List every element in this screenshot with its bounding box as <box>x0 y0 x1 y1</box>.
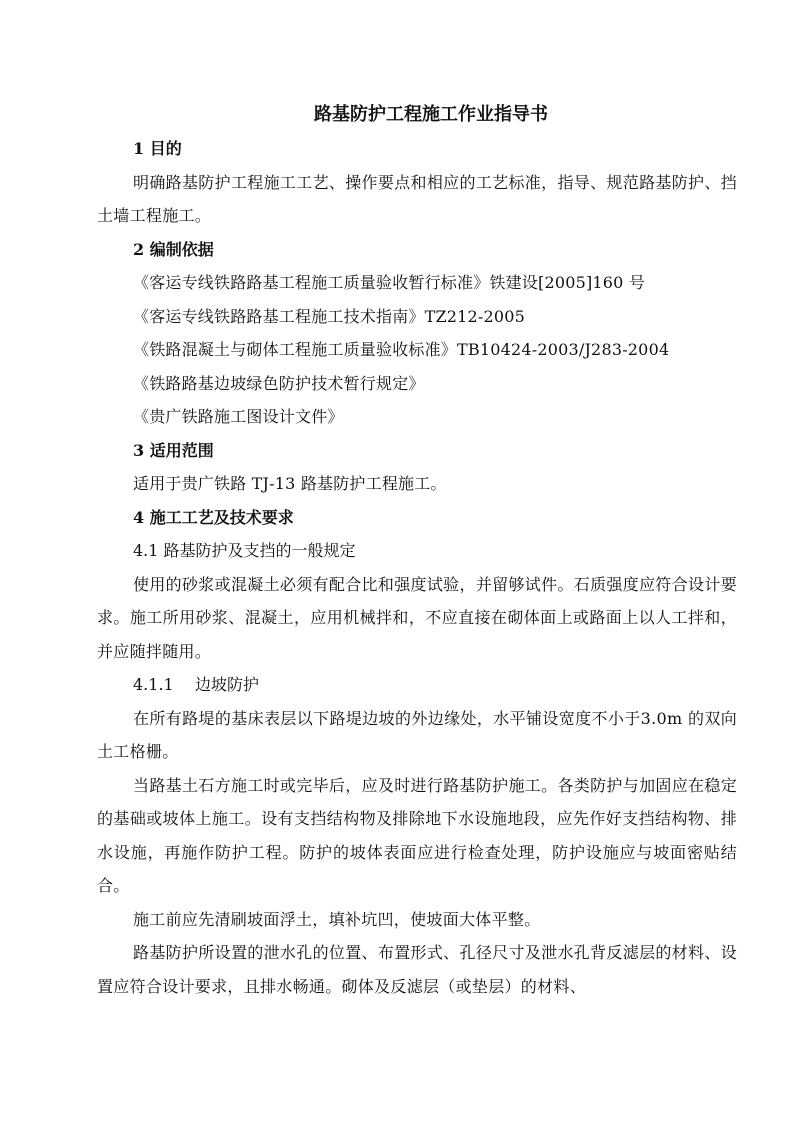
reference-item: 《贵广铁路施工图设计文件》 <box>133 407 344 426</box>
section-heading-basis: 2 编制依据 <box>133 239 214 259</box>
paragraph-geogrid: 在所有路堤的基床表层以下路堤边坡的外边缘处，水平铺设宽度不小于3.0m 的双向土工格栅。 <box>97 708 737 761</box>
reference-item: 《铁路混凝土与砌体工程施工质量验收标准》TB10424-2003/J283-2004 <box>133 340 670 359</box>
document-body <box>97 98 737 1003</box>
subsection-number: 4.1.1 <box>133 675 174 694</box>
paragraph-scope: 适用于贵广铁路 TJ-13 路基防护工程施工。 <box>133 474 447 493</box>
paragraph-purpose: 明确路基防护工程施工工艺、操作要点和相应的工艺标准，指导、规范路基防护、挡土墙工程施工。 <box>97 172 737 225</box>
page-title: 路基防护工程施工作业指导书 <box>314 104 548 125</box>
subsection-heading-slope-protection <box>97 668 737 702</box>
section-heading-purpose: 1 目的 <box>133 139 182 158</box>
section-heading-process: 4 施工工艺及技术要求 <box>133 507 294 527</box>
paragraph-general-rules: 使用的砂浆或混凝土必须有配合比和强度试验，并留够试件。石质强度应符合设计要求。施工所用砂浆、混凝土，应用机械拌和，不应直接在砌体面上或路面上以人工拌和，并应随拌随用。 <box>97 574 737 661</box>
reference-item: 《客运专线铁路路基工程施工质量验收暂行标准》铁建设[2005]160 号 <box>133 273 646 292</box>
reference-item: 《铁路路基边坡绿色防护技术暂行规定》 <box>133 373 425 393</box>
subsection-title: 边坡防护 <box>195 675 260 694</box>
paragraph-cleaning: 施工前应先清刷坡面浮土，填补坑凹，使坡面大体平整。 <box>133 909 541 929</box>
section-heading-scope: 3 适用范围 <box>133 440 214 460</box>
reference-item: 《客运专线铁路路基工程施工技术指南》TZ212-2005 <box>133 306 526 326</box>
subsection-heading-general: 4.1 路基防护及支挡的一般规定 <box>133 541 356 560</box>
paragraph-timing: 当路基土石方施工时或完毕后，应及时进行路基防护施工。各类防护与加固应在稳定的基础或坡体上施工。设有支挡结构物及排除地下水设施地段，应先作好支挡结构物、排水设施，再施作防护工程。防护的坡体表面应进行检查处理，防护设施应与坡面密贴结合。 <box>97 775 737 895</box>
paragraph-drain-holes: 路基防护所设置的泄水孔的位置、布置形式、孔径尺寸及泄水孔背反滤层的材料、设置应符合设计要求，且排水畅通。砌体及反滤层（或垫层）的材料、 <box>97 943 737 996</box>
